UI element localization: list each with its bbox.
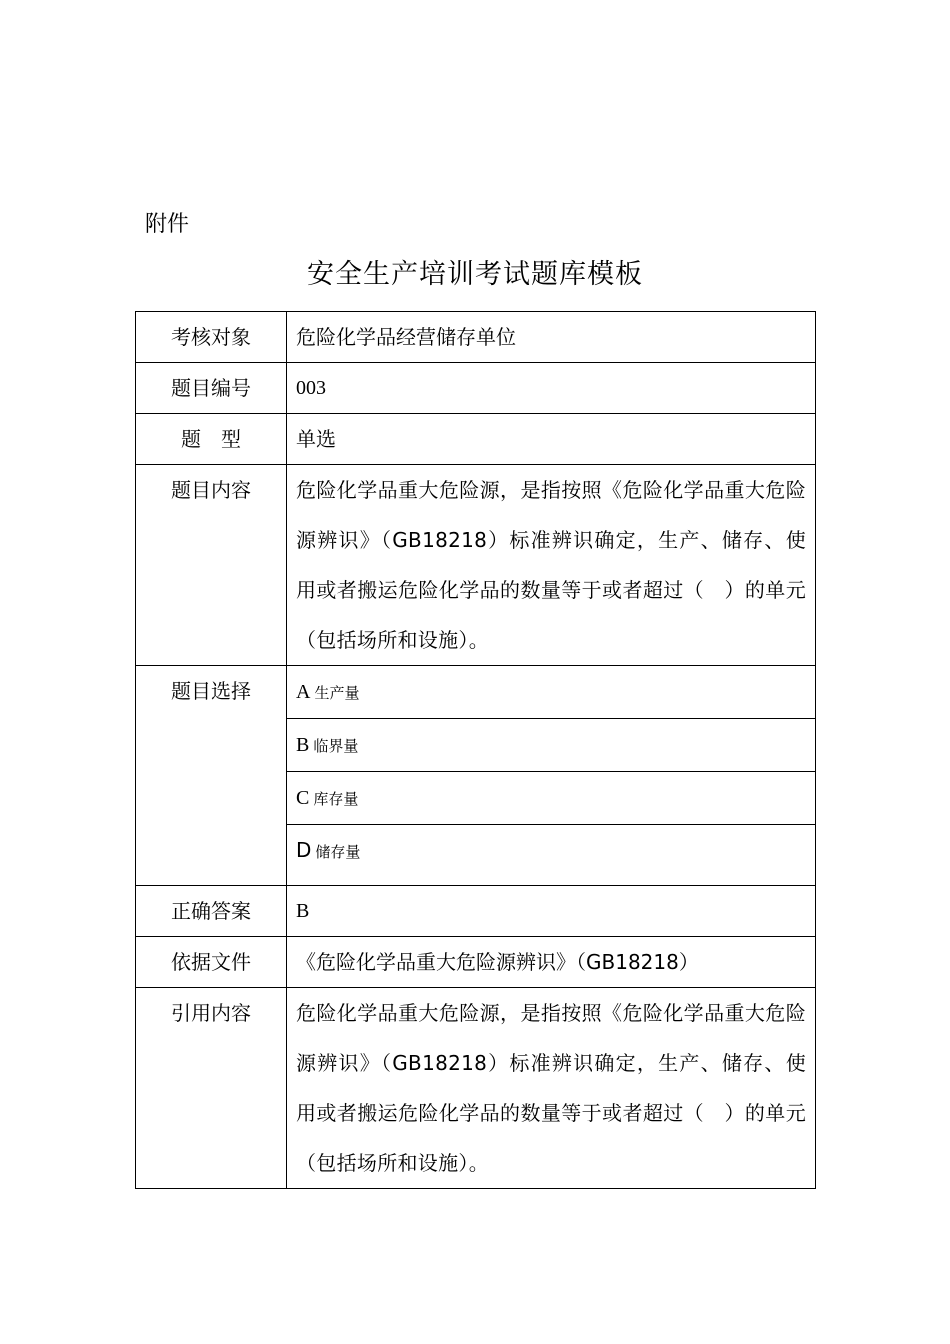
basis-label: 依据文件 — [136, 937, 287, 988]
quote-value: 危险化学品重大危险源，是指按照《危险化学品重大危险源辨识》（GB18218）标准辨识确定，生产、储存、使用或者搬运危险化学品的数量等于或者超过（ ）的单元（包括场所和设施）。 — [287, 988, 816, 1189]
option-text: 库存量 — [313, 790, 359, 808]
answer-value: B — [287, 886, 816, 937]
answer-label: 正确答案 — [136, 886, 287, 937]
option-b — [287, 719, 816, 772]
option-letter: A — [296, 681, 311, 703]
row-number — [136, 363, 816, 414]
row-target — [136, 312, 816, 363]
row-answer — [136, 886, 816, 937]
number-value: 003 — [287, 363, 816, 414]
option-row — [136, 666, 816, 719]
type-value: 单选 — [287, 414, 816, 465]
quote-label: 引用内容 — [136, 988, 287, 1189]
option-text: 储存量 — [315, 843, 361, 861]
option-letter: B — [296, 734, 310, 756]
target-label: 考核对象 — [136, 312, 287, 363]
option-c — [287, 772, 816, 825]
row-quote — [136, 988, 816, 1189]
option-text: 生产量 — [314, 684, 360, 702]
option-text: 临界量 — [313, 737, 359, 755]
document-title: 安全生产培训考试题库模板 — [307, 259, 643, 290]
options-label: 题目选择 — [136, 666, 287, 886]
option-a — [287, 666, 816, 719]
target-value: 危险化学品经营储存单位 — [287, 312, 816, 363]
question-table — [135, 311, 816, 1189]
content-value: 危险化学品重大危险源，是指按照《危险化学品重大危险源辨识》（GB18218）标准辨识确定，生产、储存、使用或者搬运危险化学品的数量等于或者超过（ ）的单元（包括场所和设施）。 — [287, 465, 816, 666]
row-type — [136, 414, 816, 465]
option-letter: D — [296, 838, 312, 862]
option-d — [287, 825, 816, 886]
row-content — [136, 465, 816, 666]
number-label: 题目编号 — [136, 363, 287, 414]
basis-value: 《危险化学品重大危险源辨识》（GB18218） — [287, 937, 816, 988]
attachment-label: 附件 — [145, 212, 190, 237]
type-label: 题 型 — [136, 414, 287, 465]
content-label: 题目内容 — [136, 465, 287, 666]
row-basis — [136, 937, 816, 988]
option-letter: C — [296, 787, 310, 809]
